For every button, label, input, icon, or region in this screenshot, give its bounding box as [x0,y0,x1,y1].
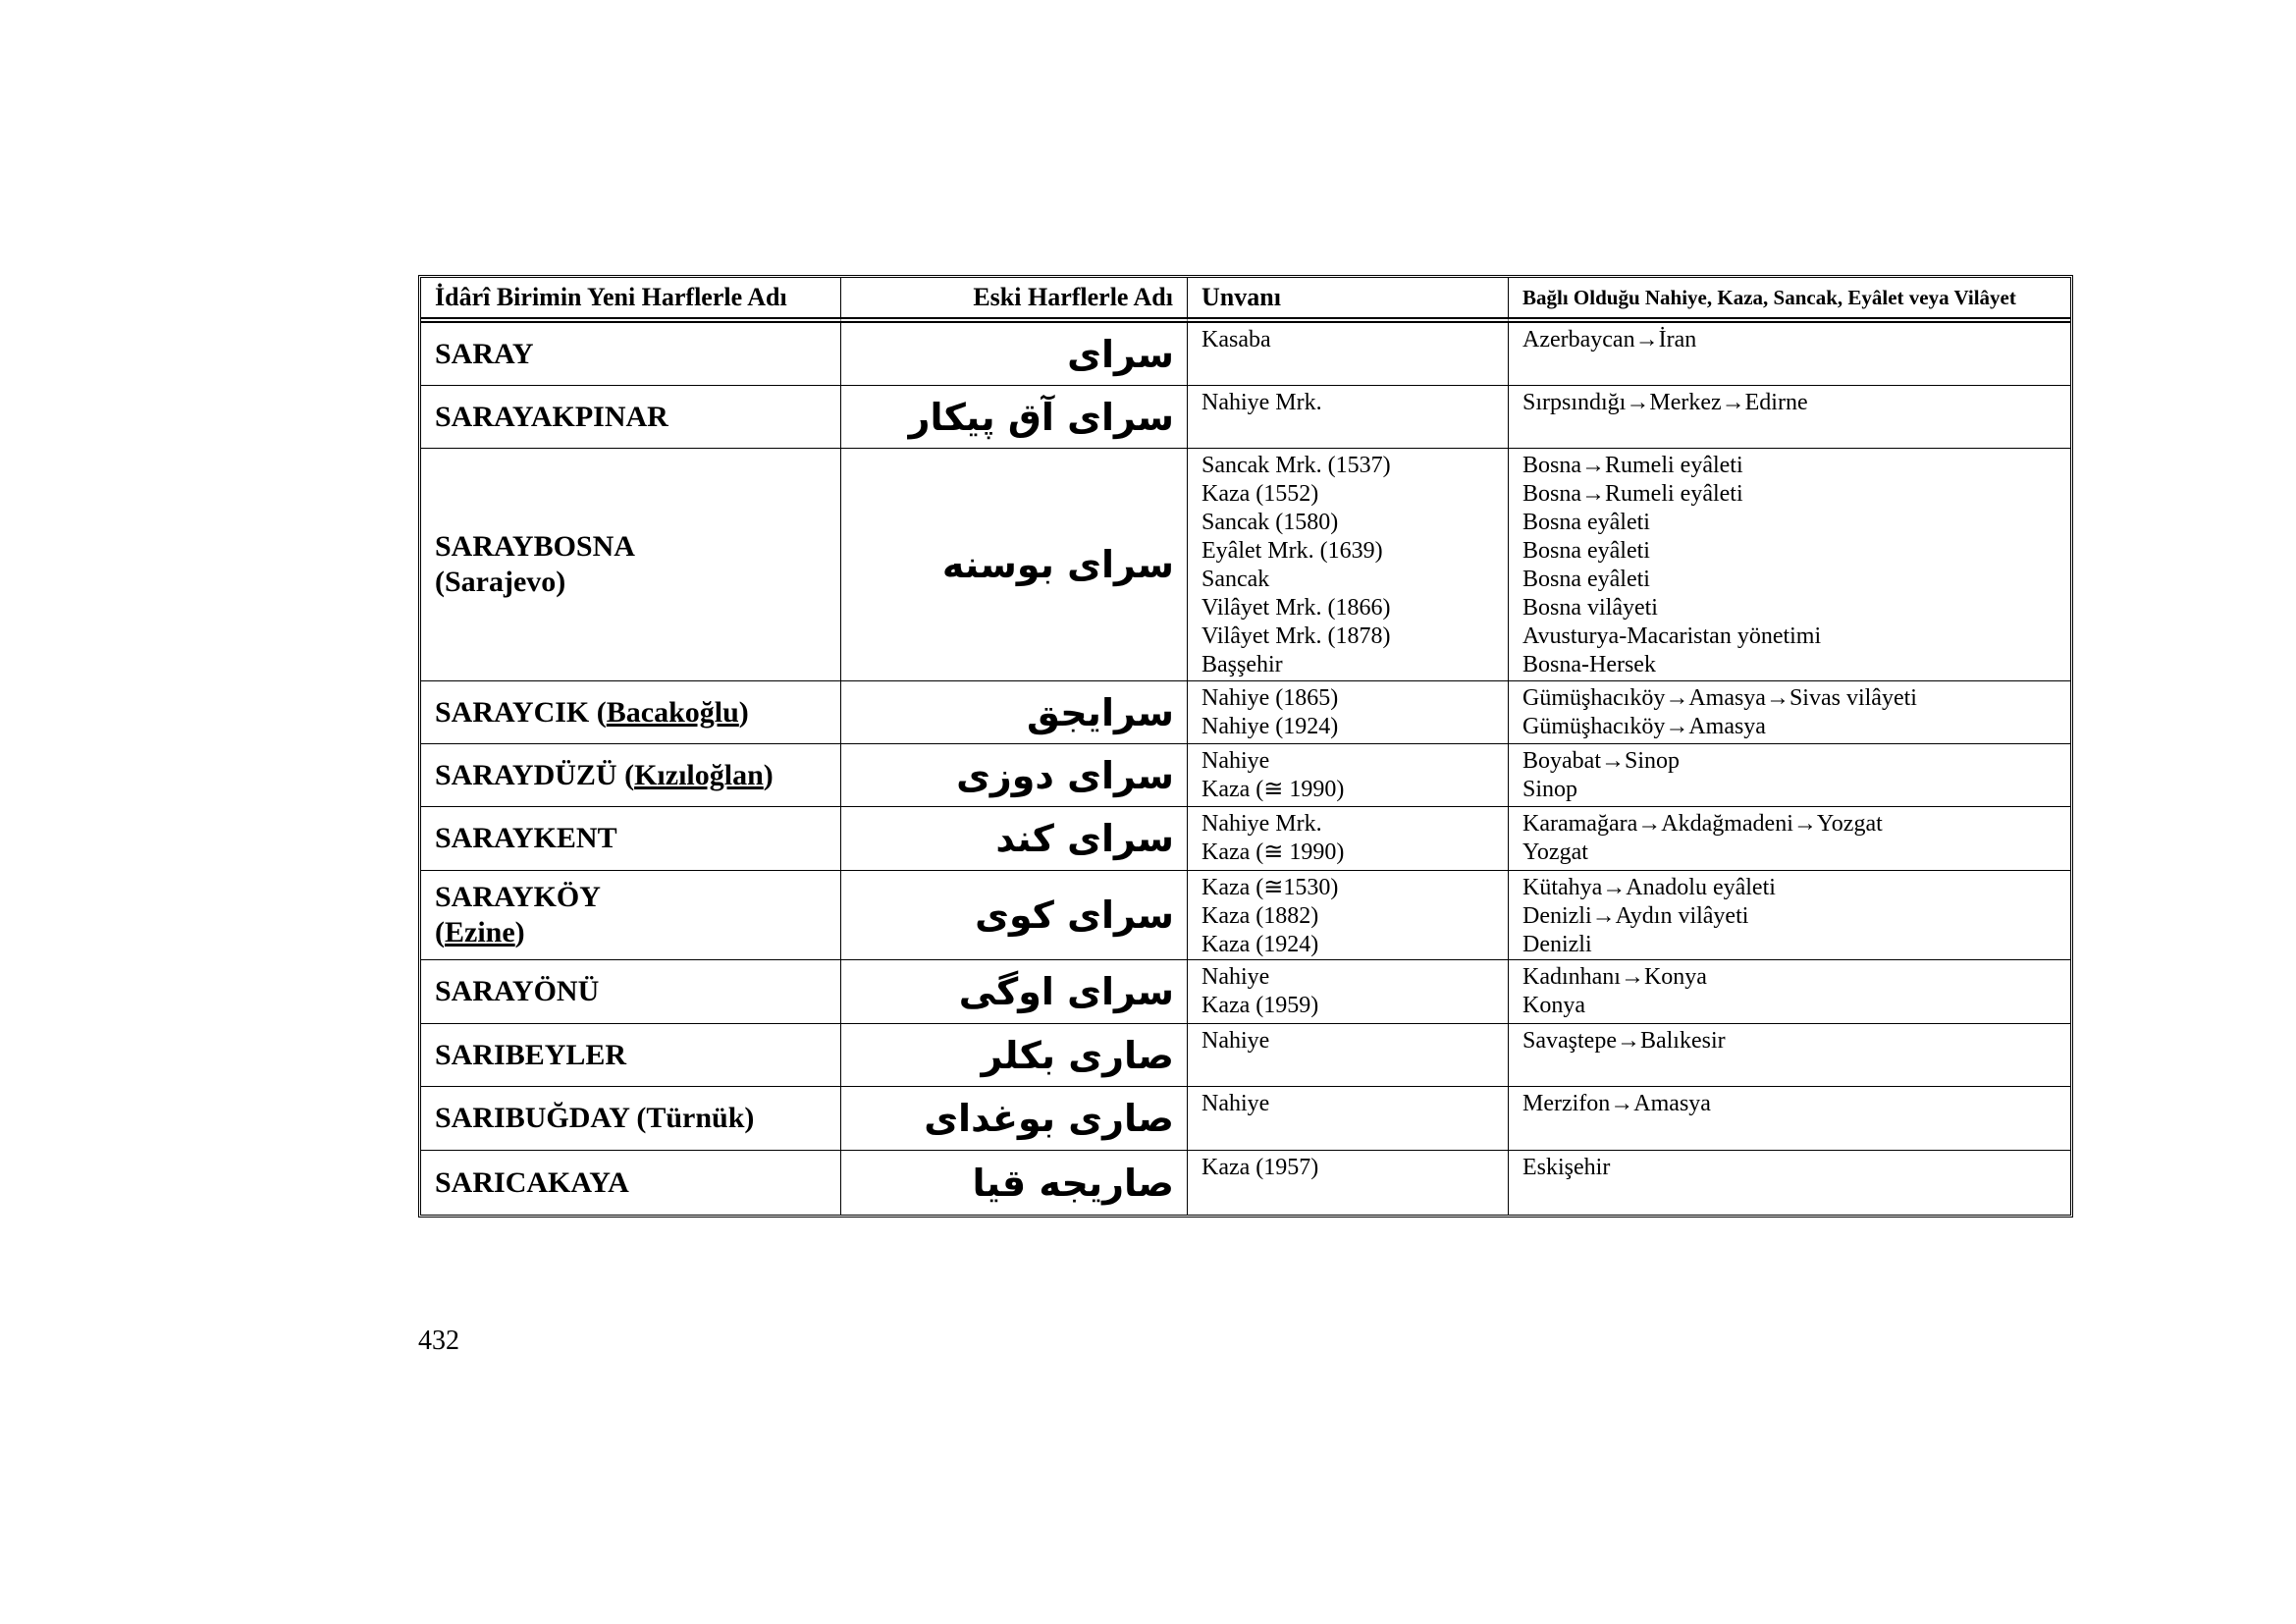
ottoman-name: سرای [841,323,1188,386]
table-row [421,681,2070,744]
unit-title-cell [1188,449,1509,681]
affiliation-cell [1509,386,2070,449]
unit-title-cell [1188,960,1509,1024]
affiliation-cell [1509,449,2070,681]
affiliation-line: Gümüşhacıköy→Amasya→Sivas vilâyeti [1522,685,1917,711]
affiliation-line: Denizli→Aydın vilâyeti [1522,903,1749,929]
affiliation-line: Konya [1522,993,1585,1018]
table-row [421,744,2070,807]
unit-title-line: Kaza (1552) [1201,481,1319,507]
table-row [421,960,2070,1024]
affiliation-line: Bosna→Rumeli eyâleti [1522,481,1743,507]
unit-title-cell [1188,1087,1509,1151]
unit-name: SARAYBOSNA [435,530,635,563]
unit-title-cell [1188,386,1509,449]
unit-name-suffix: ) [738,695,749,729]
unit-title-line: Kasaba [1201,327,1271,352]
unit-name-former: Bacakoğlu [606,695,739,729]
unit-title-line: Nahiye [1201,964,1270,990]
ottoman-name: سرای اوگی [841,960,1188,1024]
unit-name-cell [421,960,841,1024]
table-row [421,1024,2070,1087]
table-row [421,1087,2070,1151]
unit-title-line: Nahiye Mrk. [1201,811,1322,837]
unit-title-line: Kaza (1882) [1201,903,1319,929]
unit-name: SARAYKÖY [435,881,601,913]
unit-name-former: Ezine [445,916,515,948]
affiliation-cell [1509,1024,2070,1087]
unit-name-alt: ( [435,916,445,948]
table-row [421,323,2070,386]
unit-name-suffix: ) [514,916,525,948]
affiliation-cell [1509,323,2070,386]
unit-name-cell [421,386,841,449]
unit-name-cell [421,807,841,871]
unit-name-suffix: ) [763,758,774,791]
unit-name: SARAY [435,337,534,370]
affiliation-cell [1509,807,2070,871]
unit-name-cell [421,744,841,807]
unit-title-line: Sancak (1580) [1201,510,1339,535]
affiliation-cell [1509,1087,2070,1151]
affiliation-line: Yozgat [1522,839,1588,865]
unit-name: SARAYDÜZÜ ( [435,758,635,791]
affiliation-line: Gümüşhacıköy→Amasya [1522,714,1766,739]
affiliation-line: Kadınhanı→Konya [1522,964,1707,990]
affiliation-cell [1509,681,2070,744]
ottoman-name: سرایجق [841,681,1188,744]
unit-title-line: Kaza (≅ 1990) [1201,839,1345,865]
unit-title-line: Nahiye [1201,1028,1270,1054]
affiliation-line: Eskişehir [1522,1155,1611,1180]
affiliation-line: Kütahya→Anadolu eyâleti [1522,875,1776,900]
unit-name: SARIBUĞDAY (Türnük) [435,1102,755,1134]
unit-title-line: Nahiye (1865) [1201,685,1339,711]
ottoman-name: صاریجه قیا [841,1151,1188,1215]
unit-name: SARAYAKPINAR [435,400,668,433]
administrative-units-table [418,275,2073,1218]
affiliation-line: Bosna→Rumeli eyâleti [1522,453,1743,478]
ottoman-name: سرای دوزی [841,744,1188,807]
unit-title-cell [1188,1151,1509,1215]
unit-title-cell [1188,1024,1509,1087]
affiliation-line: Sırpsındığı→Merkez→Edirne [1522,390,1808,415]
affiliation-cell [1509,960,2070,1024]
unit-title-cell [1188,871,1509,960]
unit-title-cell [1188,744,1509,807]
unit-title-line: Sancak [1201,567,1270,592]
unit-name-former: Kızıloğlan [634,758,764,791]
unit-name: SARIBEYLER [435,1038,627,1071]
affiliation-cell [1509,1151,2070,1215]
unit-name-cell [421,323,841,386]
unit-name-cell [421,681,841,744]
unit-name: SARICAKAYA [435,1165,629,1199]
ottoman-name: سرای کوی [841,871,1188,960]
table-body [421,323,2070,1215]
affiliation-line: Savaştepe→Balıkesir [1522,1028,1726,1054]
affiliation-line: Bosna eyâleti [1522,567,1650,592]
unit-title-line: Kaza (1959) [1201,993,1319,1018]
unit-title-line: Nahiye [1201,748,1270,774]
table-row [421,386,2070,449]
unit-title-line: Sancak Mrk. (1537) [1201,453,1391,478]
affiliation-line: Bosna eyâleti [1522,510,1650,535]
ottoman-name: صاری بوغدای [841,1087,1188,1151]
affiliation-cell [1509,744,2070,807]
unit-title-cell [1188,323,1509,386]
unit-title-line: Kaza (1924) [1201,932,1319,957]
page-number: 432 [418,1326,459,1356]
header-affiliation: Bağlı Olduğu Nahiye, Kaza, Sancak, Eyâlet veya Vilâyet [1509,278,2070,323]
unit-name-cell [421,871,841,960]
unit-title-cell [1188,681,1509,744]
unit-name: SARAYCIK ( [435,695,607,729]
affiliation-line: Denizli [1522,932,1592,957]
table-header [421,278,2070,323]
ottoman-name: سرای آق پیکار [841,386,1188,449]
unit-title-line: Kaza (≅ 1990) [1201,777,1345,802]
unit-title-line: Vilâyet Mrk. (1878) [1201,623,1391,649]
unit-name: SARAYÖNÜ [435,975,600,1007]
affiliation-line: Karamağara→Akdağmadeni→Yozgat [1522,811,1883,837]
ottoman-name: سرای کند [841,807,1188,871]
unit-title-line: Vilâyet Mrk. (1866) [1201,595,1391,621]
affiliation-line: Bosna vilâyeti [1522,595,1658,621]
table-row [421,807,2070,871]
unit-title-line: Kaza (1957) [1201,1155,1319,1180]
unit-name: SARAYKENT [435,822,617,854]
table-row [421,1151,2070,1215]
unit-name-cell [421,1087,841,1151]
unit-title-cell [1188,807,1509,871]
ottoman-name: صاری بکلر [841,1024,1188,1087]
affiliation-line: Merzifon→Amasya [1522,1091,1711,1116]
unit-name-cell [421,1151,841,1215]
ottoman-name: سرای بوسنه [841,449,1188,681]
unit-title-line: Eyâlet Mrk. (1639) [1201,538,1383,564]
unit-name-cell [421,1024,841,1087]
unit-title-line: Nahiye (1924) [1201,714,1339,739]
affiliation-line: Azerbaycan→İran [1522,327,1697,352]
unit-name-cell [421,449,841,681]
affiliation-line: Sinop [1522,777,1578,802]
header-old-name: Eski Harflerle Adı [841,278,1188,323]
table-row [421,871,2070,960]
affiliation-line: Bosna-Hersek [1522,652,1656,677]
table-row [421,449,2070,681]
header-new-name: İdârî Birimin Yeni Harflerle Adı [421,278,841,323]
affiliation-line: Boyabat→Sinop [1522,748,1680,774]
affiliation-line: Bosna eyâleti [1522,538,1650,564]
unit-title-line: Nahiye Mrk. [1201,390,1322,415]
unit-title-line: Başşehir [1201,652,1283,677]
header-row [421,278,2070,323]
unit-title-line: Kaza (≅1530) [1201,875,1339,900]
unit-name-alt: (Sarajevo) [435,566,566,598]
affiliation-cell [1509,871,2070,960]
header-title: Unvanı [1188,278,1509,323]
unit-title-line: Nahiye [1201,1091,1270,1116]
affiliation-line: Avusturya-Macaristan yönetimi [1522,623,1822,649]
